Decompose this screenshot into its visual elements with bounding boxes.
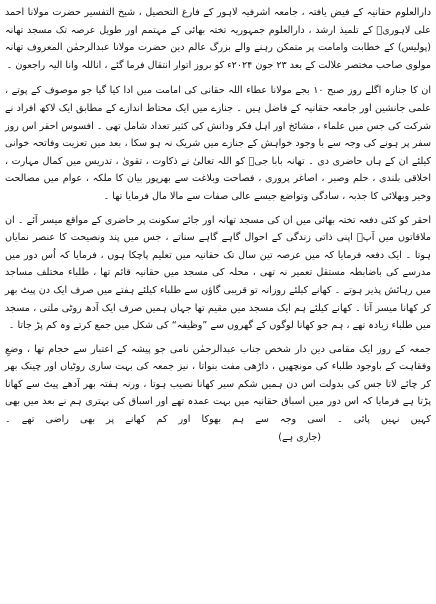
paragraph-friday: [5, 341, 431, 447]
continued-label: (جاری ہے): [278, 431, 321, 443]
paragraph-memories: احقر کو کئی دفعہ تختہ بھائی میں ان کی مسجد تھانہ اور جائے سکونت پر حاضری کے مواقع میسر آئے ۔ ان ملاقاتوں میں آپؒ اپنی ذاتی زندگی کے احوال گاہے گاہے سناتے ، جس میں پند ونصیحت کا عنصر نمایاں ہوتا ۔ ایک دفعہ فرمایا کہ میں عرصہ تین سال تک حقانیہ میں تعلیم پاچکا ہوں ، فرمایا کہ اُس دور میں مدرسے کی باضابطہ مستقل تعمیر نہ تھی ، محلہ کی مسجد میں حقانیہ قائم تھا ، طلباء مختلف مساجد میں رہائش پذیر ہوتے ۔ کھانے کیلئے روزانہ تو قریبی گاؤں سے طلباء کیلئے ہفتے میں صرف ایک دن پیٹ بھر کر کھانا میسر آتا ۔ کھانے کیلئے ہم ایک مسجد میں مقیم تھا جہاں ہمیں صرف ایک آدھ روٹی ملتی ، مسجد میں طلباء زیادہ تھے ، ہم جو کھانا لوگوں کے گھروں سے ”وظیفہ“ کی شکل میں جمع کرتے وہ کم پڑ جاتا ۔: [5, 214, 431, 332]
paragraph-funeral: ان کا جنازہ اگلے روز صبح ۱۰ بجے مولانا عطاء اللہ حقانی کی امامت میں ادا کیا گیا جو موصوف کے پوتے ، علمی جانشین اور جامعہ حقانیہ کے فاضل ہیں ۔ جنازے میں ایک محتاط اندازے کے مطابق ایک لاکھ افراد نے شرکت کی جس میں علماء ، مشائخ اور اہل فکر ودانش کی کثیر تعداد شامل تھی ۔ افسوس احقر اس روز سفر پر ہونے کی وجہ سے با وجود خواہش کے جنازے میں شریک نہ ہو سکا ، بعد میں تعزیت وفاتحہ خوانی کیلئے ان کے ہاں حاضری دی ۔ تھانہ بابا جیؒ کو اللہ تعالیٰ نے ذکاوت ، تقویٰ ، تدریس میں کمال مہارت ، اخلاقی بلندی ، حلم وصبر ، اصاغر پروری ، فصاحت وبلاغت سے بھرپور بیان کا ملکہ ، عوام میں مصالحت وخیر وبھلائی کا جذبہ ، سادگی وتواضع جیسے عالی صفات سے مالا مال فرمایا تھا ۔: [5, 85, 431, 202]
paragraph-obituary-intro: دارالعلوم حقانیہ کے فیض یافتہ ، جامعہ اشرفیہ لاہور کے فارغ التحصیل ، شیخ التفسیر حضرت مولانا احمد علی لاہوریؒ کے تلمیذ ارشد ، دارالعلوم جمہوریہ تختہ بھائی کے مہتمم اور طویل عرصہ تک مسجد تھانہ (پولیس) کے خطابت وامامت پر متمکن رہنے والے بزرگ عالم دین حضرت مولانا عبدالرحمٰن المعروف تھانہ مولوی صاحب مختصر علالت کے بعد ۲۳ جون ۲۰۲۴ء کو بروز اتوار انتقال فرما گئے ، اناللہ وانا الیہ راجعون ۔: [5, 7, 431, 71]
paragraph-friday-text: جمعہ کے روز ایک مقامی دین دار شخص جناب عبدالرحمٰن نامی جو پیشہ کے اعتبار سے حجام تھا ، وضعِ وفقاہت کے باوجود طلباء کی مونچھیں ، داڑھی مفت بنواتا ، نیز جمعہ کی بہت ساری روٹیاں اور چینک بھر کر چائے لاتا جس کی بدولت اس دن ہمیں شکم سیر کھانا نصیب ہوتا ، ورنہ ہفتہ بھر آدھے پیٹ سے کھانا پڑتا ہے فرمایا کہ اس دور میں اسباق حقانیہ میں بہت عمدہ تھے اور اسباق کی بہتری ہم نے بعد میں بھی کہیں نہیں پائی ۔ اسی وجہ سے ہم بھوکا اور کم کھانے پر بھی راضی تھے ۔: [5, 343, 431, 426]
